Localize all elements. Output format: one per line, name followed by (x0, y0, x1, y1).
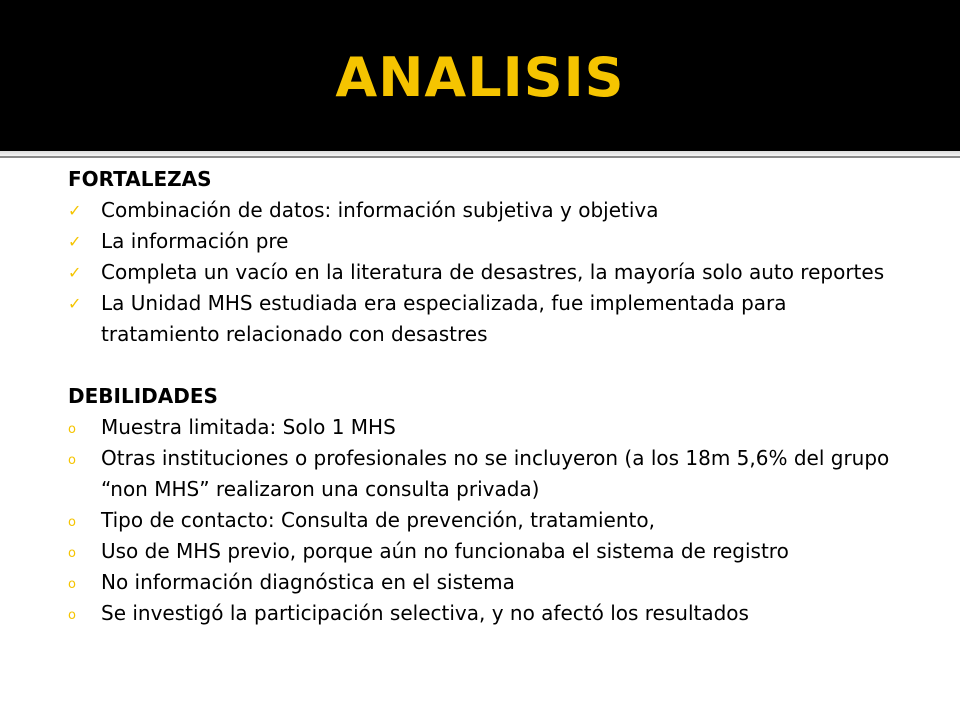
debilidades-item (68, 567, 908, 598)
fortalezas-item (68, 195, 908, 226)
slide-body (68, 164, 908, 629)
circle-bullet-icon: o (68, 515, 76, 530)
circle-bullet-icon: o (68, 422, 76, 437)
debilidades-item (68, 598, 908, 629)
debilidades-item (68, 412, 908, 443)
debilidades-item-text: Otras instituciones o profesionales no se incluyeron (a los 18m 5,6% del grupo “non MHS” realizaron una consulta privada) (101, 446, 890, 501)
fortalezas-item-text: La información pre (101, 229, 289, 253)
checkmark-icon: ✓ (68, 294, 82, 313)
checkmark-icon: ✓ (68, 201, 82, 220)
fortalezas-item-text: Combinación de datos: información subjetiva y objetiva (101, 198, 659, 222)
circle-bullet-icon: o (68, 453, 76, 468)
fortalezas-heading: FORTALEZAS (68, 167, 212, 191)
checkmark-icon: ✓ (68, 263, 82, 282)
debilidades-item-text: Tipo de contacto: Consulta de prevención, tratamiento, (101, 508, 655, 532)
fortalezas-item-text: Completa un vacío en la literatura de desastres, la mayoría solo auto reportes (101, 260, 885, 284)
title-bar (0, 0, 960, 151)
fortalezas-item-text: La Unidad MHS estudiada era especializada, fue implementada para tratamiento relacionado con desastres (101, 291, 787, 346)
debilidades-item (68, 505, 908, 536)
divider-dark (0, 156, 960, 158)
circle-bullet-icon: o (68, 577, 76, 592)
debilidades-heading: DEBILIDADES (68, 384, 218, 408)
checkmark-icon: ✓ (68, 232, 82, 251)
debilidades-item-text: Uso de MHS previo, porque aún no funcionaba el sistema de registro (101, 539, 789, 563)
debilidades-item (68, 443, 908, 505)
slide-title: ANALISIS (335, 46, 625, 109)
circle-bullet-icon: o (68, 608, 76, 623)
fortalezas-item (68, 257, 908, 288)
debilidades-item-text: No información diagnóstica en el sistema (101, 570, 515, 594)
fortalezas-item (68, 226, 908, 257)
debilidades-item-text: Muestra limitada: Solo 1 MHS (101, 415, 396, 439)
fortalezas-item (68, 288, 908, 350)
debilidades-item-text: Se investigó la participación selectiva, y no afectó los resultados (101, 601, 749, 625)
circle-bullet-icon: o (68, 546, 76, 561)
section-spacer (68, 350, 908, 381)
debilidades-item (68, 536, 908, 567)
